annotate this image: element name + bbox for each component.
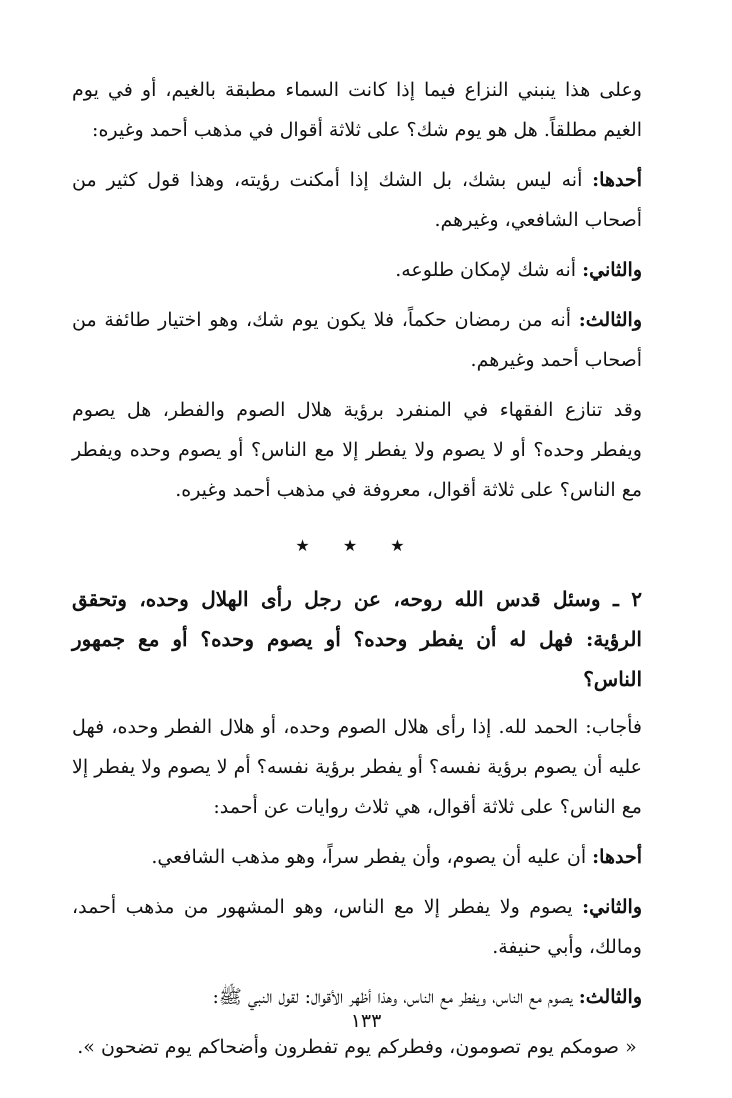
opinion-label: والثاني: bbox=[582, 896, 642, 918]
section-separator: ★ ★ ★ bbox=[295, 536, 419, 555]
opinion-label: أحدها: bbox=[592, 169, 642, 191]
paragraph-answer-opinion-1 bbox=[72, 837, 642, 877]
opinion-label: والثالث: bbox=[578, 986, 642, 1008]
paragraph-text: أنه شك لإمكان طلوعه. bbox=[395, 259, 583, 281]
paragraph-opinion-2 bbox=[72, 250, 642, 290]
paragraph-opinion-1 bbox=[72, 160, 642, 240]
paragraph-answer bbox=[72, 707, 642, 827]
paragraph-answer-opinion-2 bbox=[72, 887, 642, 967]
paragraph-text: أنه من رمضان حكماً، فلا يكون يوم شك، وهو اختيار طائفة من أصحاب أحمد وغيرهم. bbox=[72, 309, 642, 371]
opinion-label: أحدها: bbox=[592, 846, 642, 868]
paragraph-text: فأجاب: الحمد لله. إذا رأى هلال الصوم وحده، أو هلال الفطر وحده، فهل عليه أن يصوم برؤية نفسه؟ أو يفطر برؤية نفسه؟ أم لا يصوم ولا يفطر إلا مع الناس؟ على ثلاثة أقوال، هي ثلاث روايات عن أحمد: bbox=[72, 716, 642, 818]
paragraph-text: وعلى هذا ينبني النزاع فيما إذا كانت السماء مطبقة بالغيم، أو في يوم الغيم مطلقاً. هل هو يوم شك؟ على ثلاثة أقوال في مذهب أحمد وغيره: bbox=[72, 79, 642, 141]
question-heading: ٢ ـ وسئل قدس الله روحه، عن رجل رأى الهلال وحده، وتحقق الرؤية: فهل له أن يفطر وحده؟ أو يصوم وحده؟ أو مع جمهور الناس؟ bbox=[72, 587, 642, 691]
page-body bbox=[72, 70, 642, 1086]
paragraph-text: أنه ليس بشك، بل الشك إذا أمكنت رؤيته، وهذا قول كثير من أصحاب الشافعي، وغيرهم. bbox=[72, 169, 642, 231]
hadith-quote: « صومكم يوم تصومون، وفطركم يوم تفطرون وأضحاكم يوم تضحون ». bbox=[77, 1036, 637, 1058]
paragraph-text: وقد تنازع الفقهاء في المنفرد برؤية هلال الصوم والفطر، هل يصوم ويفطر وحده؟ أو لا يصوم ولا يفطر إلا مع الناس؟ أو يصوم وحده ويفطر مع الناس؟ على ثلاثة أقوال، معروفة في مذهب أحمد وغيره. bbox=[72, 399, 642, 501]
paragraph-text: يصوم ولا يفطر إلا مع الناس، وهو المشهور من مذهب أحمد، ومالك، وأبي حنيفة. bbox=[72, 896, 642, 958]
paragraph-text: يصوم مع الناس، ويفطر مع الناس، وهذا أظهر الأقوال: لقول النبي ﷺ: bbox=[212, 986, 579, 1008]
paragraph-text: أن عليه أن يصوم، وأن يفطر سراً، وهو مذهب الشافعي. bbox=[151, 846, 593, 868]
paragraph-dispute bbox=[72, 390, 642, 510]
paragraph-opinion-3 bbox=[72, 300, 642, 380]
paragraph-intro bbox=[72, 70, 642, 150]
opinion-label: والثاني: bbox=[582, 259, 642, 281]
page-number: ١٣٣ bbox=[350, 1010, 382, 1032]
opinion-label: والثالث: bbox=[578, 309, 642, 331]
